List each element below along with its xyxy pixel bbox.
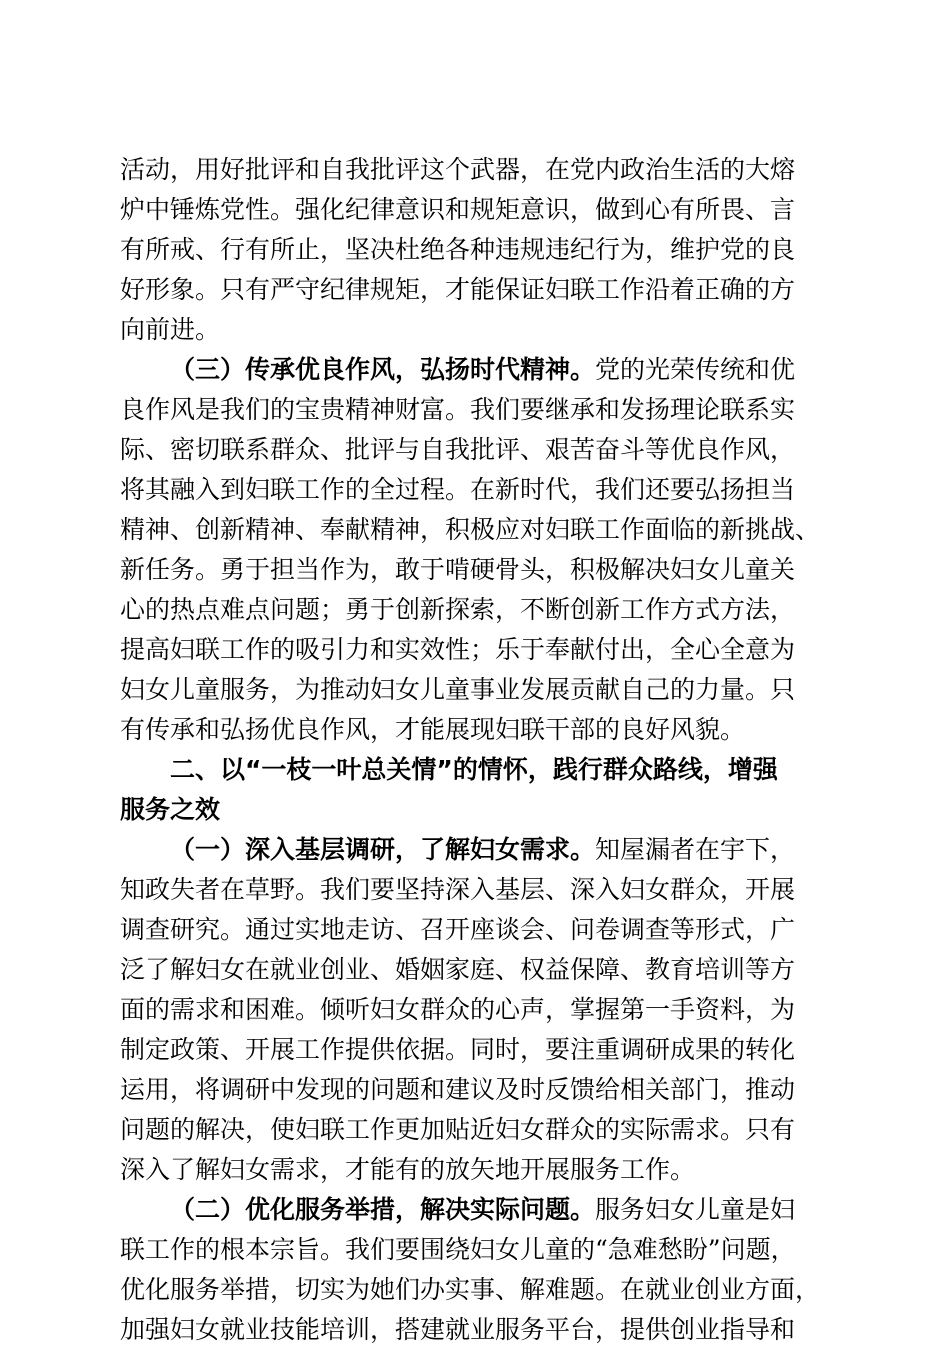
paragraph-line: 制定政策、开展工作提供依据。同时，要注重调研成果的转化 [120,1035,796,1064]
paragraph-text: 服务妇女儿童是妇 [595,1195,796,1224]
paragraph-line: 面的需求和困难。倾听妇女群众的心声，掌握第一手资料，为 [120,995,796,1024]
paragraph-text: 知屋漏者在宇下， [595,835,796,864]
paragraph-line: 提高妇联工作的吸引力和实效性；乐于奉献付出，全心全意为 [120,635,796,664]
paragraph-line: 心的热点难点问题；勇于创新探索，不断创新工作方式方法， [120,595,796,624]
paragraph-line: 将其融入到妇联工作的全过程。在新时代，我们还要弘扬担当 [120,475,796,504]
paragraph-line: 良作风是我们的宝贵精神财富。我们要继承和发扬理论联系实 [120,395,796,424]
paragraph-line: 好形象。只有严守纪律规矩，才能保证妇联工作沿着正确的方 [120,275,796,304]
paragraph-line: 妇女儿童服务，为推动妇女儿童事业发展贡献自己的力量。只 [120,675,796,704]
paragraph-line: 优化服务举措，切实为她们办实事、解难题。在就业创业方面， [120,1275,821,1304]
paragraph-first-line [170,1190,795,1230]
paragraph-line: 泛了解妇女在就业创业、婚姻家庭、权益保障、教育培训等方 [120,955,796,984]
paragraph-line: 新任务。勇于担当作为，敢于啃硬骨头，积极解决妇女儿童关 [120,555,796,584]
paragraph-line: 问题的解决，使妇联工作更加贴近妇女群众的实际需求。只有 [120,1115,796,1144]
paragraph-line: 向前进。 [120,315,221,344]
paragraph-line: 调查研究。通过实地走访、召开座谈会、问卷调查等形式，广 [120,915,796,944]
paragraph-line: 精神、创新精神、奉献精神，积极应对妇联工作面临的新挑战、 [120,515,821,544]
paragraph-line: 深入了解妇女需求，才能有的放矢地开展服务工作。 [120,1155,696,1184]
paragraph-line: 有传承和弘扬优良作风，才能展现妇联干部的良好风貌。 [120,715,746,744]
section-heading: 服务之效 [120,795,221,824]
paragraph-text: 党的光荣传统和优 [595,355,796,384]
subheading: （三）传承优良作风，弘扬时代精神。 [170,355,596,384]
paragraph-line: 际、密切联系群众、批评与自我批评、艰苦奋斗等优良作风， [120,435,796,464]
paragraph-first-line [170,350,795,390]
paragraph-line: 有所戒、行有所止，坚决杜绝各种违规违纪行为，维护党的良 [120,235,796,264]
paragraph-line: 活动，用好批评和自我批评这个武器，在党内政治生活的大熔 [120,155,796,184]
paragraph-line: 炉中锤炼党性。强化纪律意识和规矩意识，做到心有所畏、言 [120,195,796,224]
paragraph-line: 加强妇女就业技能培训，搭建就业服务平台，提供创业指导和 [120,1315,796,1344]
paragraph-first-line [170,830,795,870]
paragraph-line: 联工作的根本宗旨。我们要围绕妇女儿童的“急难愁盼”问题， [120,1235,796,1264]
section-heading: 二、以“一枝一叶总关情”的情怀，践行群众路线，增强 [170,755,778,784]
subheading: （一）深入基层调研，了解妇女需求。 [170,835,596,864]
paragraph-line: 运用，将调研中发现的问题和建议及时反馈给相关部门，推动 [120,1075,796,1104]
subheading: （二）优化服务举措，解决实际问题。 [170,1195,596,1224]
paragraph-line: 知政失者在草野。我们要坚持深入基层、深入妇女群众，开展 [120,875,796,904]
